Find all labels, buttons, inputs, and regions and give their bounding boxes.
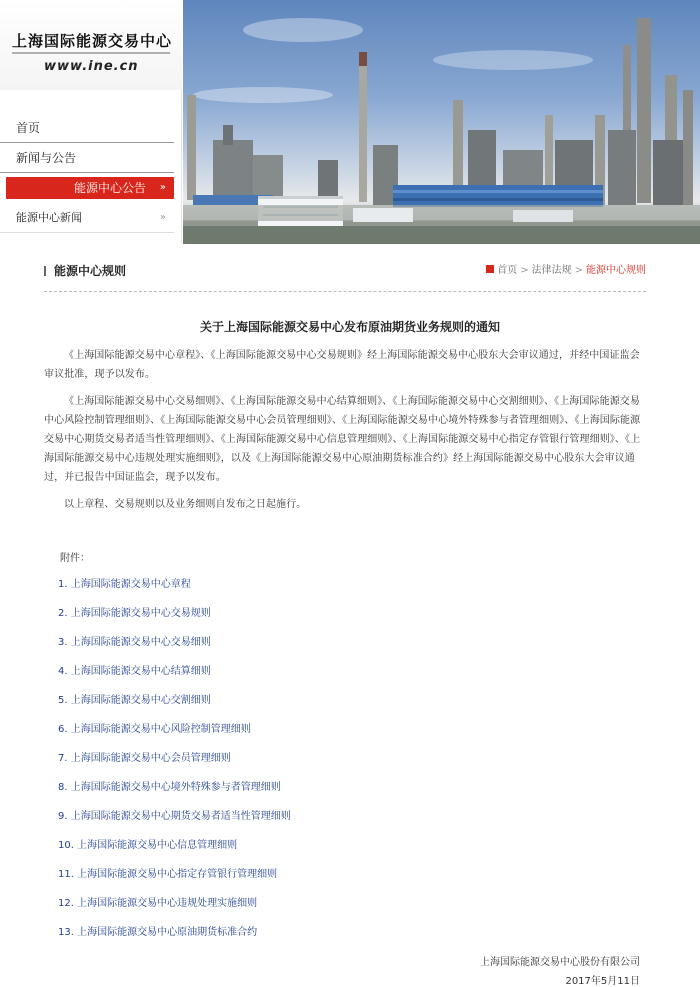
list-item xyxy=(58,810,618,839)
list-item xyxy=(58,723,618,752)
attachment-link[interactable]: 7. 上海国际能源交易中心会员管理细则 xyxy=(58,753,231,764)
attachment-link[interactable]: 8. 上海国际能源交易中心境外特殊参与者管理细则 xyxy=(58,782,281,793)
nav-item-center-announcements[interactable] xyxy=(6,177,174,199)
list-item xyxy=(58,636,618,665)
breadcrumb-home-link[interactable]: 首页 xyxy=(497,265,518,276)
breadcrumb-separator: > xyxy=(520,265,529,276)
logo-divider xyxy=(12,52,170,54)
refinery-illustration xyxy=(183,0,700,244)
list-item xyxy=(58,868,618,897)
nav-item-news-announcements[interactable] xyxy=(0,143,174,173)
attachments-label: 附件： xyxy=(60,553,90,564)
breadcrumb-separator: > xyxy=(574,265,583,276)
attachment-link[interactable]: 2. 上海国际能源交易中心交易规则 xyxy=(58,608,211,619)
home-icon xyxy=(486,265,494,273)
list-item xyxy=(58,839,618,868)
attachment-link[interactable]: 13. 上海国际能源交易中心原油期货标准合约 xyxy=(58,927,258,938)
attachment-link[interactable]: 4. 上海国际能源交易中心结算细则 xyxy=(58,666,211,677)
nav-item-label: 首页 xyxy=(16,121,41,135)
article-paragraph: 以上章程、交易规则以及业务细则自发布之日起施行。 xyxy=(64,499,307,510)
signature-date: 2017年5月11日 xyxy=(565,976,640,987)
attachments-list xyxy=(58,578,618,955)
attachment-link[interactable]: 3. 上海国际能源交易中心交易细则 xyxy=(58,637,211,648)
nav-item-home[interactable] xyxy=(0,113,174,143)
section-title-text: 能源中心规则 xyxy=(54,264,127,278)
double-chevron-right-icon: » xyxy=(159,212,166,223)
attachment-link[interactable]: 11. 上海国际能源交易中心指定存管银行管理细则 xyxy=(58,869,278,880)
list-item xyxy=(58,752,618,781)
attachment-link[interactable]: 5. 上海国际能源交易中心交割细则 xyxy=(58,695,211,706)
attachment-link[interactable]: 10. 上海国际能源交易中心信息管理细则 xyxy=(58,840,238,851)
list-item xyxy=(58,897,618,926)
breadcrumb-legal-link[interactable]: 法律法规 xyxy=(531,265,572,276)
logo-url: www.ine.cn xyxy=(44,59,139,74)
article-signature xyxy=(480,953,640,987)
section-title xyxy=(44,262,126,279)
logo-title: 上海国际能源交易中心 xyxy=(12,32,173,50)
nav-item-label: 能源中心新闻 xyxy=(16,211,82,224)
article-paragraph: 《上海国际能源交易中心章程》、《上海国际能源交易中心交易规则》经上海国际能源交易中心股东大会审议通过，并经中国证监会审议批准，现予以发布。 xyxy=(44,350,640,380)
list-item xyxy=(58,694,618,723)
list-item xyxy=(58,781,618,810)
section-header xyxy=(44,258,646,292)
double-chevron-right-icon: » xyxy=(159,182,166,193)
article-body xyxy=(44,346,646,522)
signature-org: 上海国际能源交易中心股份有限公司 xyxy=(480,957,640,968)
list-item xyxy=(58,607,618,636)
header-banner-image xyxy=(183,0,700,244)
list-item xyxy=(58,926,618,955)
list-item xyxy=(58,665,618,694)
left-panel xyxy=(0,0,182,244)
breadcrumb xyxy=(486,261,646,276)
list-item xyxy=(58,578,618,607)
site-logo[interactable] xyxy=(0,0,182,90)
side-nav xyxy=(0,113,182,233)
article-title: 关于上海国际能源交易中心发布原油期货业务规则的通知 xyxy=(199,320,500,334)
article-paragraph: 《上海国际能源交易中心交易细则》、《上海国际能源交易中心结算细则》、《上海国际能源交易中心交割细则》、《上海国际能源交易中心风险控制管理细则》、《上海国际能源交易中心会员管理细则》、《上海国际能源交易中心境外特殊参与者管理细则》、《上海国际能源交易中心期货交易者适当性管理细则》、《上海国际能源交易中心信息管理细则》、《上海国际能源交易中心指定存管银行管理细则》、《上海国际能源交易中心违规处理实施细则》，以及《上海国际能源交易中心原油期货标准合约》经上海国际能源交易中心股东大会审议通过，并已报告中国证监会，现予以发布。 xyxy=(44,396,641,483)
breadcrumb-current-link[interactable]: 能源中心规则 xyxy=(586,265,646,276)
attachment-link[interactable]: 6. 上海国际能源交易中心风险控制管理细则 xyxy=(58,724,251,735)
nav-item-label: 能源中心公告 xyxy=(73,181,146,195)
nav-item-center-news[interactable] xyxy=(0,203,174,233)
site-header xyxy=(0,0,700,244)
attachment-link[interactable]: 1. 上海国际能源交易中心章程 xyxy=(58,579,191,590)
nav-item-label: 新闻与公告 xyxy=(16,151,77,165)
section-marker xyxy=(44,266,46,276)
attachment-link[interactable]: 12. 上海国际能源交易中心违规处理实施细则 xyxy=(58,898,258,909)
attachment-link[interactable]: 9. 上海国际能源交易中心期货交易者适当性管理细则 xyxy=(58,811,291,822)
